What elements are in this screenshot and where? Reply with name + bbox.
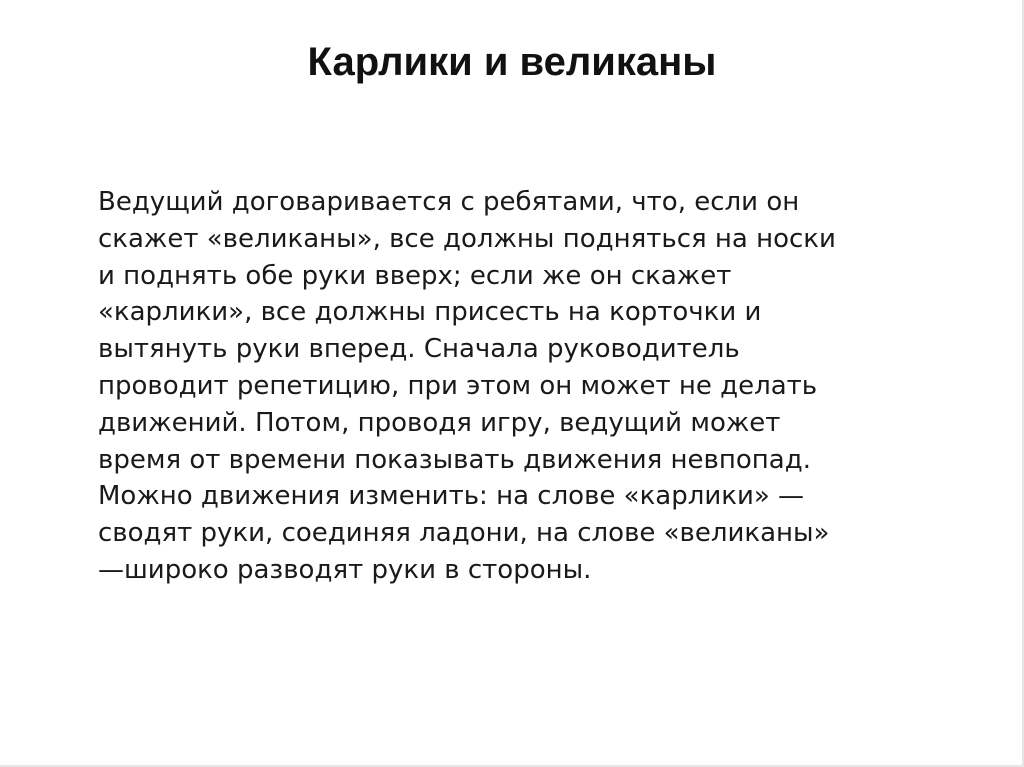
body-line: вытянуть руки вперед. Сначала руководитель xyxy=(98,334,740,365)
body-line: движений. Потом, проводя игру, ведущий может xyxy=(98,407,781,438)
body-line: Можно движения изменить: на слове «карлики» — xyxy=(98,481,805,512)
body-line: —широко разводят руки в стороны. xyxy=(98,554,592,585)
body-line: скажет «великаны», все должны подняться на носки xyxy=(98,223,836,254)
body-line: проводит репетицию, при этом он может не делать xyxy=(98,370,818,401)
slide-body-text xyxy=(98,184,968,589)
body-line: Ведущий договаривается с ребятами, что, если он xyxy=(98,187,800,217)
body-line: «карлики», все должны присесть на корточки и xyxy=(98,297,762,328)
slide-title: Карлики и великаны xyxy=(307,40,717,84)
body-line: сводят руки, соединяя ладони, на слове «великаны» xyxy=(98,518,830,549)
body-line: и поднять обе руки вверх; если же он скажет xyxy=(98,260,732,291)
body-line: время от времени показывать движения невпопад. xyxy=(98,444,811,475)
